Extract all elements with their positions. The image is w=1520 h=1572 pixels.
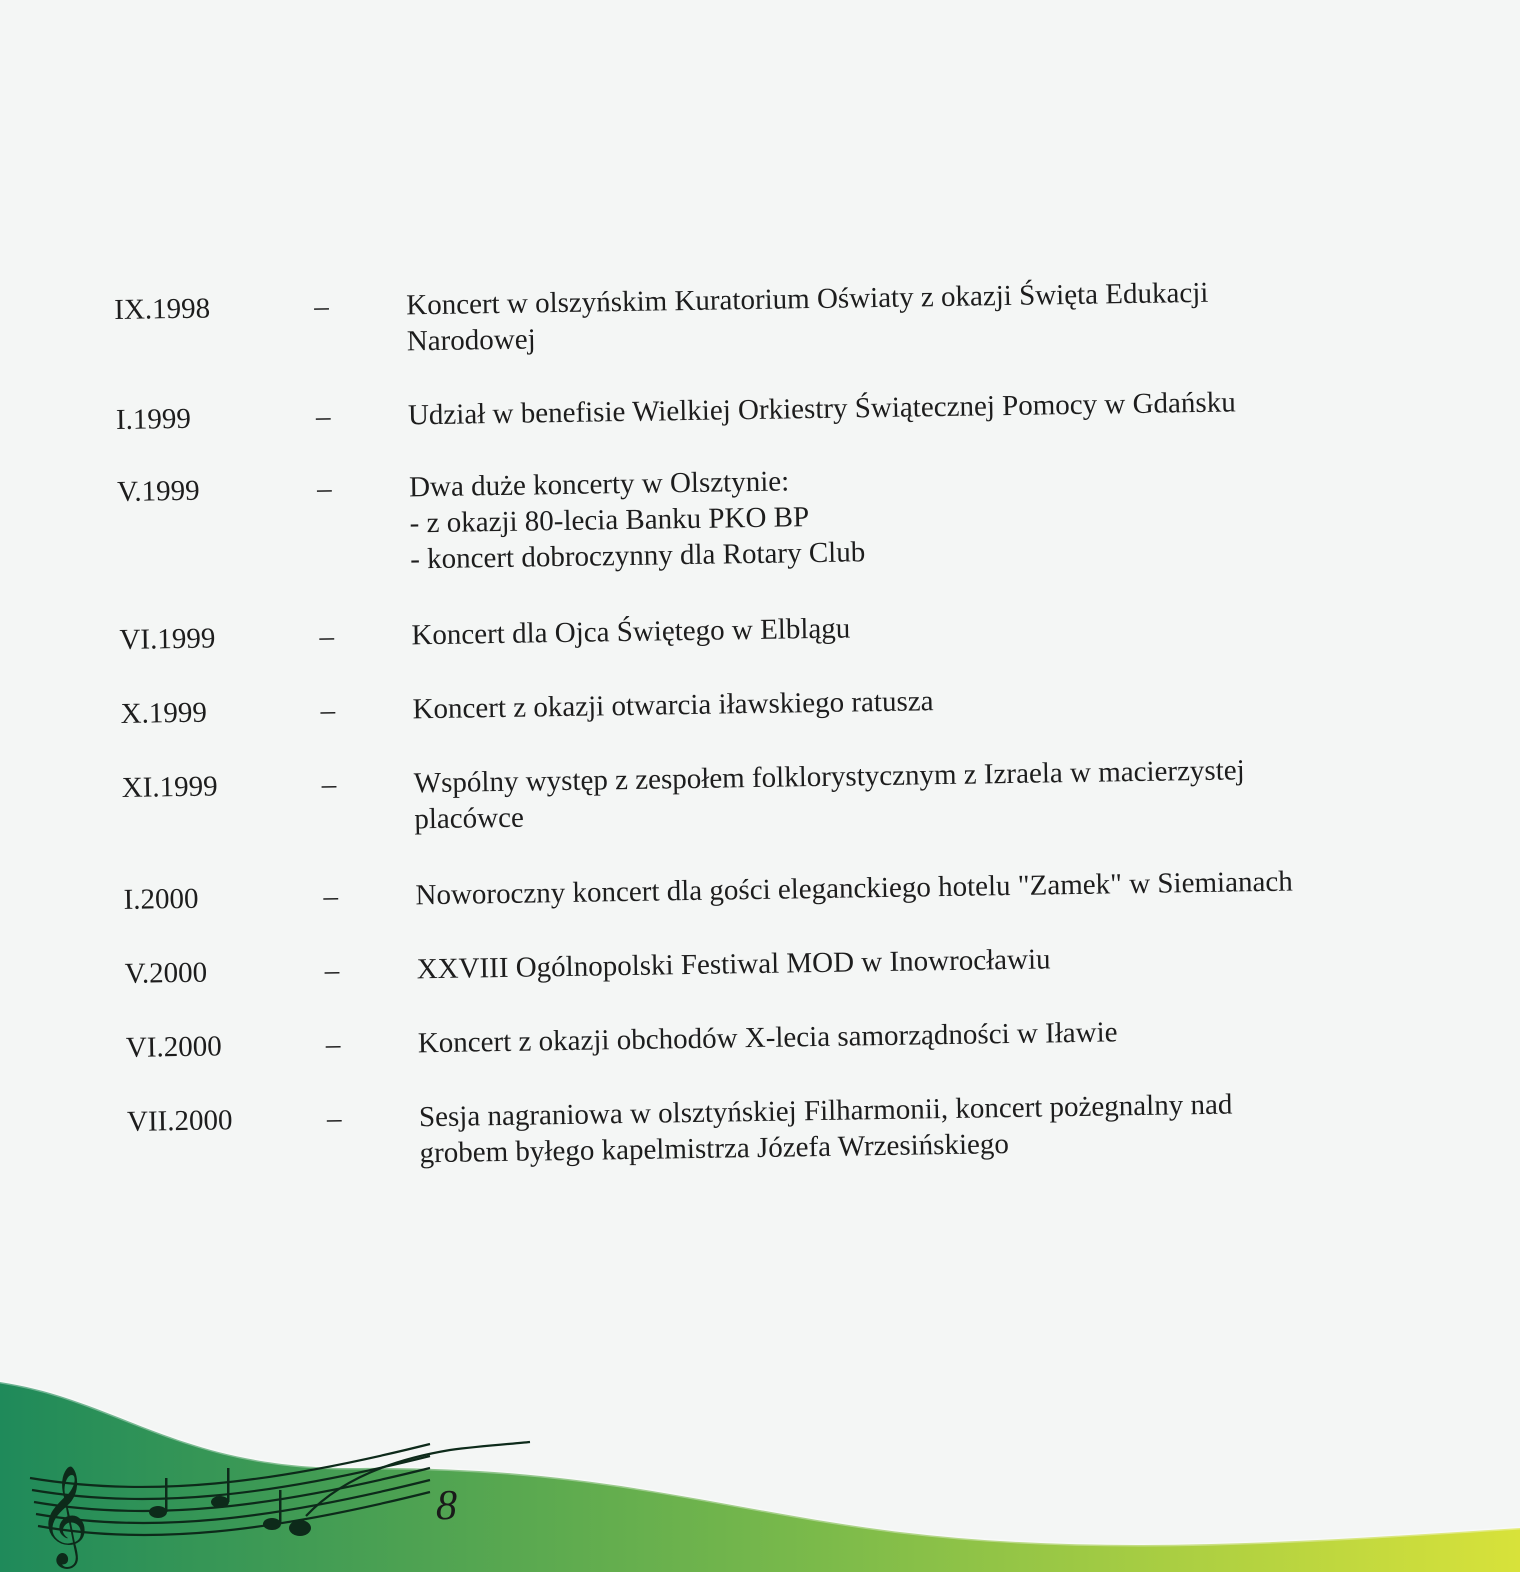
event-description [419, 1084, 1370, 1171]
event-date: IX.1998 [114, 292, 211, 326]
description-line: grobem byłego kapelmistrza Józefa Wrzesińskiego [419, 1128, 1010, 1170]
event-date: VII.2000 [126, 1104, 233, 1138]
description-line: Narodowej [406, 323, 536, 358]
list-item [121, 750, 1382, 836]
event-description [412, 676, 1362, 727]
list-item [124, 936, 1384, 990]
event-date: I.2000 [123, 882, 199, 916]
event-date: X.1999 [120, 696, 208, 730]
list-item [119, 602, 1379, 656]
event-date: XI.1999 [121, 770, 218, 804]
music-staff-icon [10, 1440, 550, 1572]
event-separator: – [320, 694, 336, 727]
description-line: - z okazji 80-lecia Banku PKO BP [409, 501, 810, 540]
event-separator: – [315, 400, 331, 433]
description-line: Sesja nagraniowa w olsztyńskiej Filharmonii, koncert pożegnalny nad [418, 1088, 1233, 1134]
description-line: XXVIII Ogólnopolski Festiwal MOD w Inowrocławiu [416, 943, 1051, 986]
event-description [413, 750, 1364, 837]
event-description [418, 1010, 1368, 1061]
description-line: Noworoczny koncert dla gości eleganckiego hotelu "Zamek" w Siemianach [415, 865, 1293, 912]
list-item [116, 454, 1377, 576]
list-item [125, 1010, 1386, 1064]
event-separator: – [325, 1028, 341, 1061]
event-separator: – [323, 880, 339, 913]
description-line: - koncert dobroczynny dla Rotary Club [409, 536, 866, 576]
event-description [411, 602, 1361, 653]
list-item [126, 1084, 1387, 1170]
list-item [120, 676, 1380, 730]
description-line: Koncert z okazji otwarcia iławskiego ratusza [412, 685, 934, 726]
event-description [406, 272, 1357, 359]
description-line: Wspólny występ z zespołem folklorystycznym z Izraela w macierzystej [413, 754, 1245, 800]
list-item [123, 862, 1383, 916]
event-separator: – [321, 768, 337, 801]
event-separator: – [326, 1102, 342, 1135]
event-date: V.1999 [116, 474, 200, 508]
event-description [408, 382, 1358, 433]
events-list [114, 272, 1374, 1170]
treble-clef-icon: 𝄞 [38, 1465, 89, 1565]
event-date: VI.2000 [125, 1030, 222, 1064]
event-description [409, 454, 1361, 577]
description-line: Dwa duże koncerty w Olsztynie: [408, 465, 790, 504]
event-separator: – [324, 954, 340, 987]
list-item [114, 272, 1374, 358]
event-date: V.2000 [124, 956, 208, 990]
description-line: Koncert dla Ojca Świętego w Elblągu [411, 612, 851, 652]
description-line: Koncert z okazji obchodów X-lecia samorządności w Iławie [417, 1016, 1118, 1060]
event-date: I.1999 [115, 402, 192, 436]
event-description [415, 862, 1365, 913]
event-description [416, 936, 1366, 987]
list-item [115, 382, 1376, 436]
description-line: Koncert w olszyńskim Kuratorium Oświaty z okazji Święta Edukacji [405, 276, 1209, 322]
event-separator: – [319, 620, 335, 653]
description-line: placówce [414, 801, 525, 836]
page-number: 8 [436, 1483, 457, 1529]
event-separator: – [314, 290, 330, 323]
event-separator: – [316, 472, 332, 505]
event-date: VI.1999 [119, 622, 216, 656]
description-line: Udział w benefisie Wielkiej Orkiestry Świątecznej Pomocy w Gdańsku [407, 386, 1236, 432]
